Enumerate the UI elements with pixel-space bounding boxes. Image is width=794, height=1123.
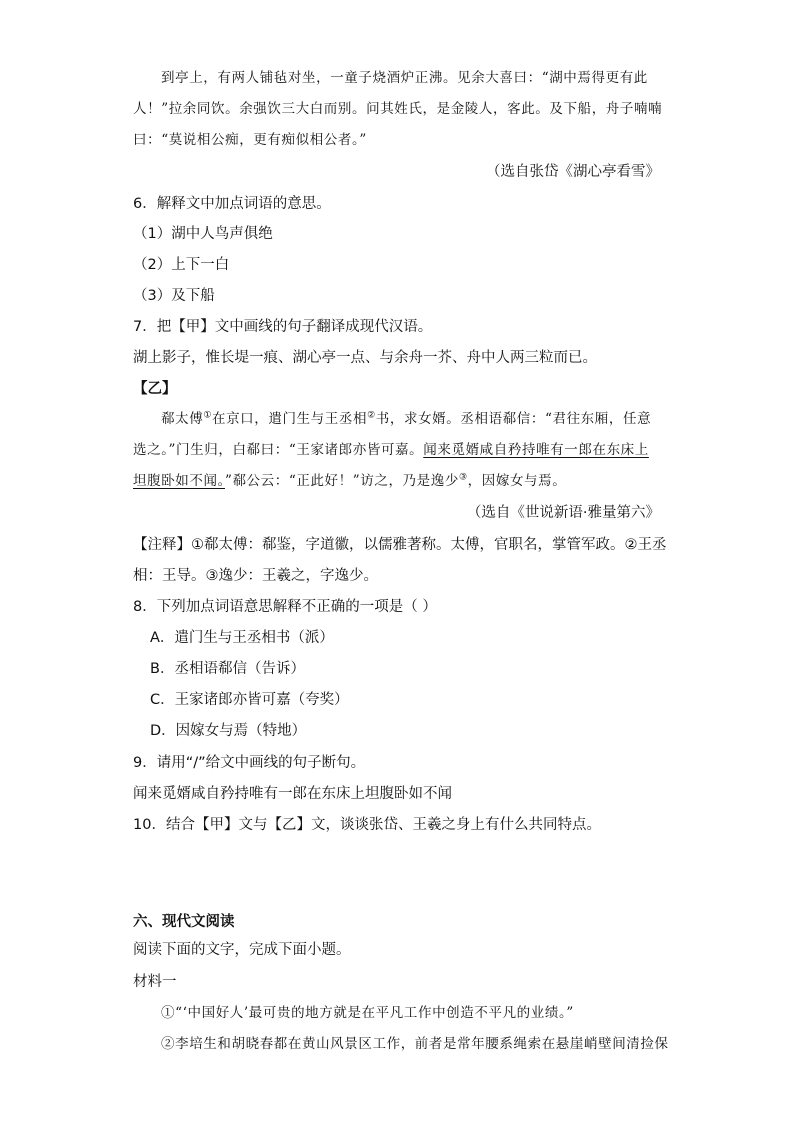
question-9-sentence: 闻来觅婿咸自矜持唯有一郎在东床上坦腹卧如不闻: [133, 786, 452, 802]
question-8-option-a[interactable]: A．遣门生与王丞相书（派）: [150, 630, 334, 646]
passage-yi-text: ，因嫁女与焉。: [467, 473, 567, 489]
passage-jia-line: 人！”拉余同饮。余强饮三大白而别。问其姓氏，是金陵人，客此。及下船，舟子喃喃: [133, 101, 663, 117]
passage-yi-line-1: [161, 409, 651, 429]
passage-yi-text: 书，求女婿。丞相语郗信：“君往东厢，任意: [375, 411, 652, 427]
question-7-stem: 7．把【甲】文中画线的句子翻译成现代汉语。: [133, 319, 433, 335]
material-paragraph-2: ②李培生和胡晓春都在黄山风景区工作，前者是常年腰系绳索在悬崖峭壁间清捡保: [161, 1036, 669, 1052]
question-6-stem: 6．解释文中加点词语的意思。: [133, 196, 331, 212]
question-10-stem: 10．结合【甲】文与【乙】文，谈谈张岱、王羲之身上有什么共同特点。: [133, 817, 601, 833]
question-6-item-3: （3）及下船: [133, 288, 215, 304]
question-9-stem: 9．请用“/”给文中画线的句子断句。: [133, 755, 366, 771]
passage-yi-line-3: [133, 471, 566, 491]
passage-yi-text: 郗太傅: [161, 411, 204, 427]
passage-yi-line-2: [133, 440, 649, 460]
question-8-option-c[interactable]: C．王家诸郎亦皆可嘉（夸奖）: [150, 692, 349, 708]
material-label: 材料一: [133, 974, 177, 990]
passage-jia-source: （选自张岱《湖心亭看雪》: [486, 164, 660, 180]
passage-yi-text: 选之。”门生归，白郗曰：“王家诸郎亦皆可嘉。: [133, 442, 424, 458]
question-8-option-d[interactable]: D．因嫁女与焉（特地）: [150, 723, 307, 739]
annotation-line-2: 相：王导。③逸少：王羲之，字逸少。: [133, 568, 378, 584]
question-8-option-b[interactable]: B．丞相语郗信（告诉）: [150, 661, 305, 677]
question-8-stem: 8．下列加点词语意思解释不正确的一项是（ ）: [133, 599, 437, 615]
footnote-marker: ①: [203, 410, 212, 421]
question-7-sentence: 湖上影子，惟长堤一痕、湖心亭一点、与余舟一芥、舟中人两三粒而已。: [133, 350, 597, 366]
passage-yi-text: 在京口，遣门生与王丞相: [211, 411, 368, 427]
annotation-line-1: 【注释】①郗太傅：郗鉴，字道徽，以儒雅著称。太傅，官职名，掌管军政。②王丞: [133, 537, 667, 553]
question-6-item-1: （1）湖中人鸟声俱绝: [133, 226, 273, 242]
footnote-marker: ②: [367, 410, 376, 421]
passage-jia-line: 到亭上，有两人铺毡对坐，一童子烧酒炉正沸。见余大喜曰：“湖中焉得更有此: [161, 70, 648, 86]
footnote-marker: ③: [458, 472, 468, 483]
underlined-sentence: 闻来觅婿咸自矜持唯有一郎在东床上: [423, 442, 649, 458]
passage-jia-line: 曰：“莫说相公痴，更有痴似相公者。”: [133, 132, 367, 148]
question-6-item-2: （2）上下一白: [133, 257, 230, 273]
material-paragraph-1: ①“‘中国好人’最可贵的地方就是在平凡工作中创造不平凡的业绩。”: [161, 1005, 574, 1021]
section-6-instruction: 阅读下面的文字，完成下面小题。: [133, 942, 351, 958]
passage-yi-heading: 【乙】: [133, 381, 177, 397]
section-6-title: 六、现代文阅读: [133, 914, 235, 930]
passage-yi-source: （选自《世说新语·雅量第六》: [466, 505, 660, 521]
passage-yi-text: ”郗公云：“正此好！”访之，乃是逸少: [224, 473, 459, 489]
underlined-sentence: 坦腹卧如不闻。: [133, 473, 225, 489]
